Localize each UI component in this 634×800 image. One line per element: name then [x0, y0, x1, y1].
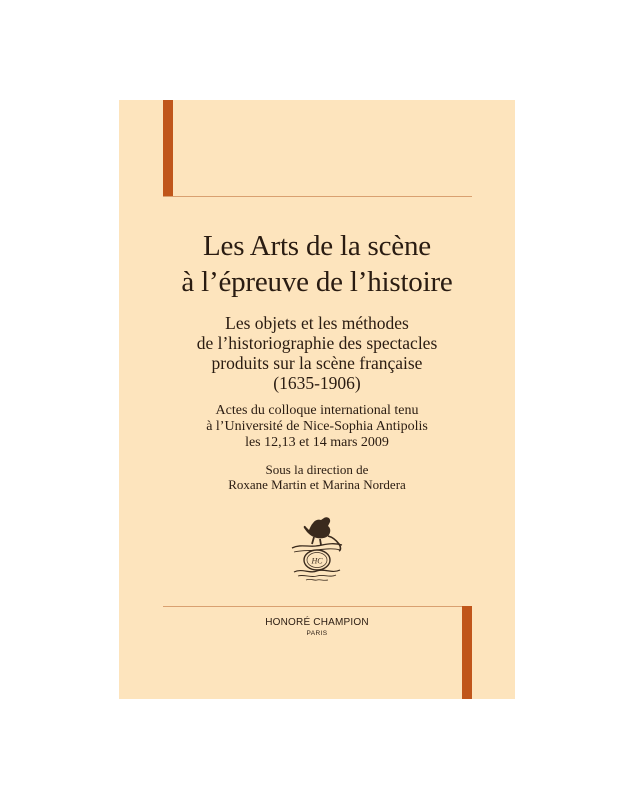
- rule-bottom: [163, 606, 472, 607]
- publisher-city: PARIS: [306, 630, 328, 637]
- title-line: à l’épreuve de l’histoire: [181, 266, 453, 298]
- publisher: [119, 617, 515, 638]
- title-line: Les Arts de la scène: [203, 230, 431, 262]
- subtitle-line: Les objets et les méthodes: [225, 313, 409, 333]
- proceedings-line: Actes du colloque international tenu: [215, 403, 419, 418]
- rule-top: [163, 196, 472, 197]
- accent-bar-top: [163, 100, 173, 197]
- publisher-name: HONORÉ CHAMPION: [265, 617, 369, 628]
- proceedings-line: à l’Université de Nice-Sophia Antipolis: [206, 419, 428, 434]
- editors: [119, 462, 515, 492]
- proceedings-line: les 12,13 et 14 mars 2009: [245, 435, 389, 450]
- editors-line: Roxane Martin et Marina Nordera: [228, 477, 406, 492]
- editors-line: Sous la direction de: [265, 462, 369, 477]
- book-title: [119, 228, 515, 300]
- subtitle-line: (1635-1906): [273, 373, 361, 393]
- emblem-monogram: HC: [311, 556, 323, 566]
- horse-emblem-icon: [284, 514, 350, 584]
- proceedings-note: [119, 403, 515, 451]
- book-cover: [119, 100, 515, 699]
- book-subtitle: [119, 313, 515, 393]
- subtitle-line: produits sur la scène française: [211, 353, 423, 373]
- subtitle-line: de l’historiographie des spectacles: [196, 333, 438, 353]
